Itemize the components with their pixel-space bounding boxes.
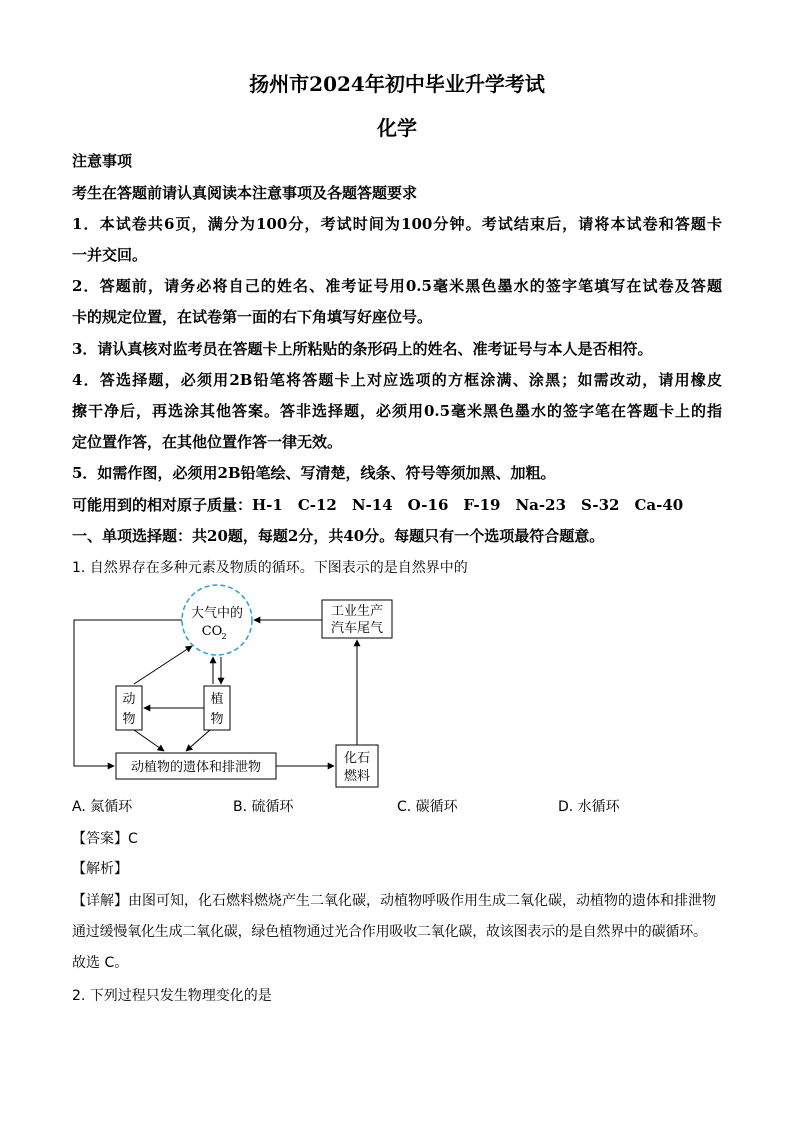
animal-label-line1: 动	[122, 692, 136, 707]
section1-heading: 一、单项选择题：共20题，每题2分，共40分。每题只有一个选项最符合题意。	[72, 527, 605, 545]
analysis-tag: 【解析】	[72, 861, 128, 877]
detail-text-1: 由图可知，化石燃料燃烧产生二氧化碳，动植物呼吸作用生成二氧化碳，动植物的遗体和排泄物	[128, 893, 716, 909]
remains-label: 动植物的遗体和排泄物	[130, 760, 262, 775]
co2-label-subscript: 2	[221, 632, 227, 641]
notice-item-1a: 1．本试卷共6页，满分为100分，考试时间为100分钟。考试结束后，请将本试卷和答题卡	[72, 215, 722, 233]
q1-option-c: C. 碳循环	[397, 799, 458, 815]
notice-item-2b: 卡的规定位置，在试卷第一面的右下角填写好座位号。	[72, 308, 433, 326]
answer-tag: 【答案】	[72, 831, 128, 847]
notice-item-3: 3．请认真核对监考员在答题卡上所粘贴的条形码上的姓名、准考证号与本人是否相符。	[72, 340, 653, 358]
notice-item-4a: 4．答选择题，必须用2B铅笔将答题卡上对应选项的方框涂满、涂黑；如需改动，请用橡皮	[72, 371, 722, 389]
q1-detail-line2: 通过缓慢氧化生成二氧化碳，绿色植物通过光合作用吸收二氧化碳，故该图表示的是自然界中的碳循环。	[72, 924, 707, 940]
industry-node	[322, 600, 392, 638]
co2-label-line2: CO	[201, 624, 223, 639]
notice-item-5: 5．如需作图，必须用2B铅笔绘、写清楚，线条、符号等须加黑、加粗。	[72, 464, 556, 482]
question-2-stem: 2. 下列过程只发生物理变化的是	[72, 988, 272, 1004]
co2-node	[182, 585, 252, 655]
industry-label-line2: 汽车尾气	[330, 621, 384, 636]
co2-label-line1: 大气中的	[190, 606, 244, 621]
fossil-label-line2: 燃料	[343, 769, 371, 784]
plant-label-line1: 植	[210, 692, 224, 707]
carbon-cycle-diagram	[68, 584, 488, 792]
notice-heading: 注意事项	[72, 152, 133, 170]
notice-intro: 考生在答题前请认真阅读本注意事项及各题答题要求	[72, 184, 418, 202]
animal-label-line2: 物	[122, 712, 136, 727]
subject-title: 化学	[377, 116, 417, 140]
fossil-node	[336, 745, 378, 787]
notice-item-4b: 擦干净后，再选涂其他答案。答非选择题，必须用0.5毫米黑色墨水的签字笔在答题卡上的指	[72, 402, 722, 420]
animal-node	[116, 686, 142, 730]
arrow-animal-to-remains	[134, 730, 164, 751]
arrow-plant-to-remains	[186, 730, 210, 751]
industry-label-line1: 工业生产	[330, 604, 384, 619]
q1-option-b: B. 硫循环	[233, 799, 294, 815]
question-1-stem: 1. 自然界存在多种元素及物质的循环。下图表示的是自然界中的	[72, 560, 468, 576]
q1-answer	[72, 828, 722, 848]
detail-tag: 【详解】	[72, 893, 128, 909]
answer-value: C	[128, 831, 138, 847]
atomic-mass-line: 可能用到的相对原子质量：H-1 C-12 N-14 O-16 F-19 Na-23 S-32 Ca-40	[72, 496, 684, 514]
q1-detail-line3: 故选 C。	[72, 955, 129, 971]
exam-title: 扬州市2024年初中毕业升学考试	[249, 72, 545, 96]
arrow-animal-to-co2	[134, 646, 192, 684]
fossil-label-line1: 化石	[343, 751, 371, 766]
q1-detail-line1	[72, 890, 722, 910]
plant-node	[204, 686, 230, 730]
remains-node	[116, 753, 276, 779]
plant-label-line2: 物	[210, 712, 224, 727]
notice-item-1b: 一并交回。	[72, 246, 148, 264]
notice-item-4c: 定位置作答，在其他位置作答一律无效。	[72, 433, 343, 451]
q1-option-d: D. 水循环	[558, 799, 620, 815]
q1-option-a: A. 氮循环	[72, 799, 133, 815]
notice-item-2a: 2．答题前，请务必将自己的姓名、准考证号用0.5毫米黑色墨水的签字笔填写在试卷及答题	[72, 277, 722, 295]
